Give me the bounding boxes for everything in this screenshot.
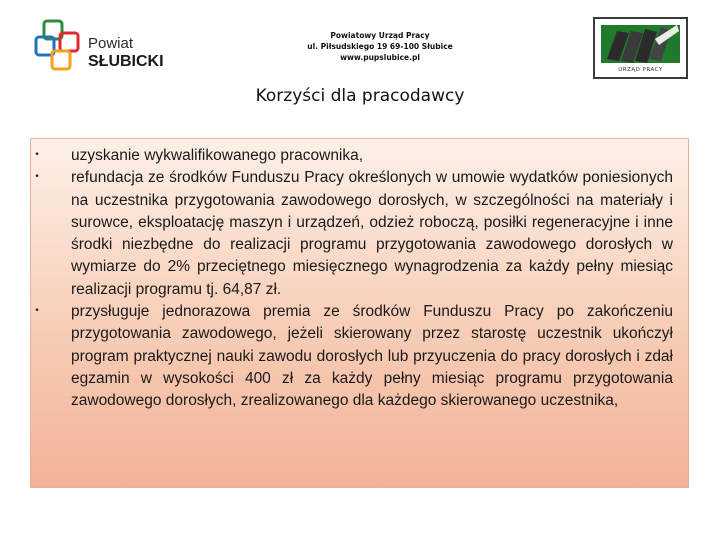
office-address: ul. Piłsudskiego 19 69-100 Słubice [307,42,453,51]
benefit-text: uzyskanie wykwalifikowanego pracownika, [71,147,364,164]
office-info [280,30,480,63]
page-title: Korzyści dla pracodawcy [255,86,465,106]
logo-text-slubicki: SŁUBICKI [88,53,164,70]
list-item [31,145,690,167]
bullet-icon: • [34,150,40,160]
office-name: Powiatowy Urząd Pracy [330,31,430,40]
office-website[interactable]: www.pupslubice.pl [340,53,420,62]
list-item [31,301,690,412]
urzad-pracy-logo [593,17,688,79]
benefits-panel [30,138,689,488]
benefit-text: przysługuje jednorazowa premia ze środków Funduszu Pracy po zakończeniu przygotowania zawodowego, jeżeli skierowany przez starostę uczestnik ukończył program praktycznej nauki zawodu dorosłych lub przyuczenia do pracy dorosłych i zdał egzamin w wysokości 400 zł za każdy pełny miesiąc programu przygotowania zawodowego dorosłych, zrealizowanego dla każdego skierowanego uczestnika, [71,303,673,410]
urzad-pracy-text: URZĄD PRACY [618,67,663,73]
logo-text-powiat: Powiat [88,35,134,52]
benefits-list [31,145,690,413]
bullet-icon: • [34,172,40,183]
bullet-icon: • [34,306,40,317]
list-item [31,167,690,301]
squares-logo-icon [30,17,86,79]
benefit-text: refundacja ze środków Funduszu Pracy określonych w umowie wydatków poniesionych na uczestnika przygotowania zawodowego dorosłych, w szczególności na materiały i surowce, eksploatację maszyn i urządzeń, odzież roboczą, posiłki regeneracyjne i inne środki niezbędne do realizacji programu przygotowania zawodowego dorosłych w wymiarze do 2% przeciętnego miesięcznego wynagrodzenia za każdy pełny miesiąc realizacji programu tj. 64,87 zł. [71,169,673,298]
powiat-slubicki-logo [30,17,172,79]
